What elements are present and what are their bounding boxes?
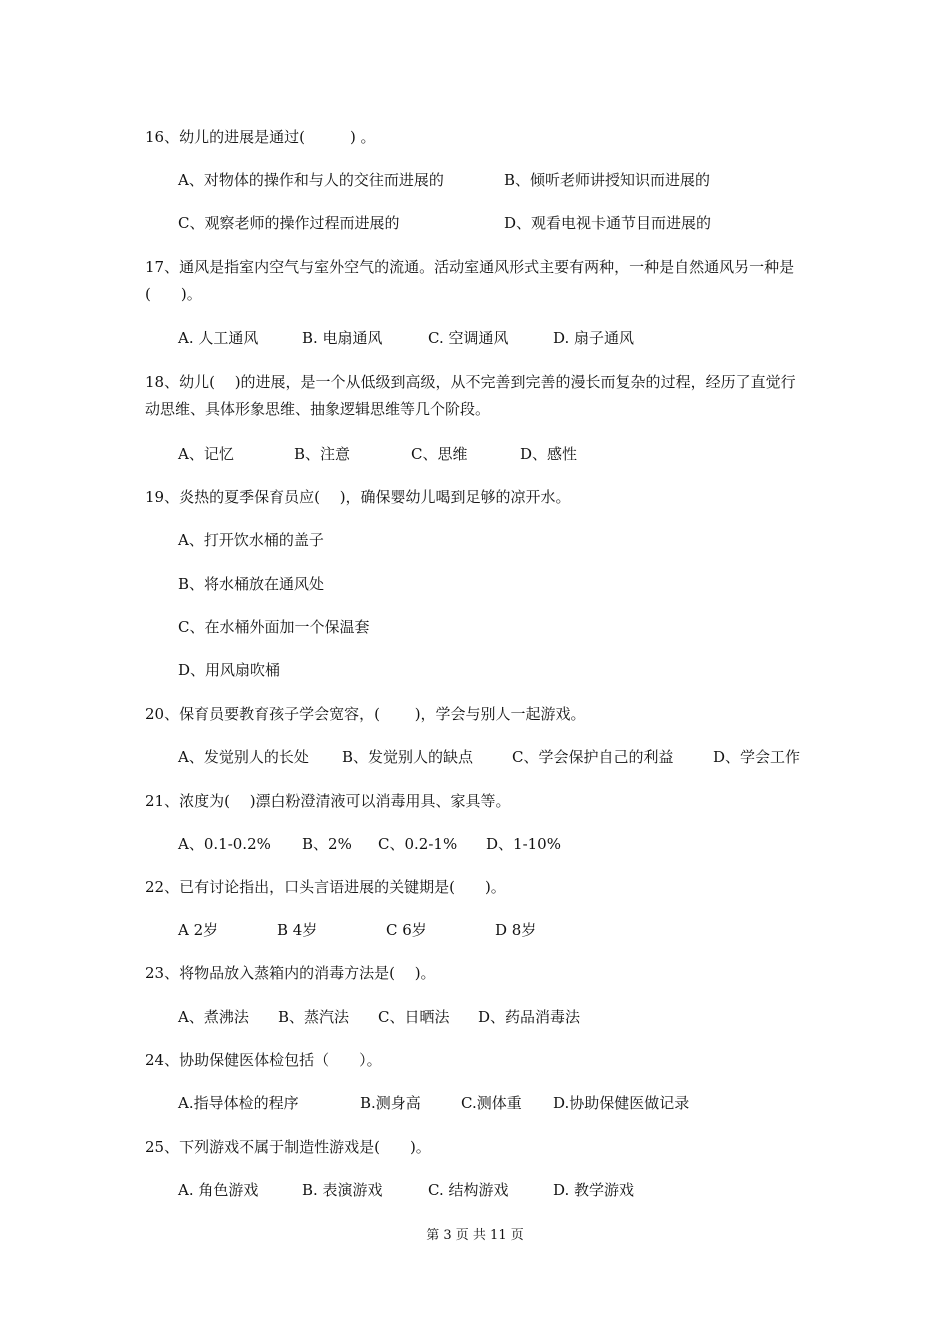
option-17-c: C. 空调通风 [428, 329, 509, 347]
options-16-row-1 [178, 167, 818, 194]
option-19-c: C、在水桶外面加一个保温套 [178, 618, 370, 636]
option-20-c: C、学会保护自己的利益 [512, 748, 674, 766]
options-23-row [178, 1004, 818, 1031]
option-18-a: A、记忆 [178, 445, 234, 463]
option-22-d: D 8岁 [495, 921, 537, 939]
options-22-row [178, 917, 818, 944]
question-20: 20、保育员要教育孩子学会宽容，( )，学会与别人一起游戏。 [145, 705, 586, 723]
question-17: 17、通风是指室内空气与室外空气的流通。活动室通风形式主要有两种，一种是自然通风另一种是( )。 [145, 258, 795, 303]
option-21-b: B、2% [302, 835, 352, 853]
option-19-d-row [178, 657, 818, 684]
option-16-a: A、对物体的操作和与人的交往而进展的 [178, 171, 444, 189]
option-21-a: A、0.1-0.2% [178, 835, 271, 853]
option-19-b-row [178, 571, 818, 598]
option-17-b: B. 电扇通风 [302, 329, 383, 347]
question-22: 22、已有讨论指出，口头言语进展的关键期是( )。 [145, 878, 506, 896]
option-23-d: D、药品消毒法 [478, 1008, 581, 1026]
option-24-a: A.指导体检的程序 [178, 1094, 299, 1112]
option-25-a: A. 角色游戏 [178, 1181, 259, 1199]
option-22-b: B 4岁 [277, 921, 318, 939]
option-20-b: B、发觉别人的缺点 [342, 748, 474, 766]
option-25-c: C. 结构游戏 [428, 1181, 509, 1199]
question-21: 21、浓度为( )漂白粉澄清液可以消毒用具、家具等。 [145, 792, 511, 810]
question-16: 16、幼儿的进展是通过( ) 。 [145, 128, 376, 146]
option-16-c: C、观察老师的操作过程而进展的 [178, 214, 400, 232]
page-footer: 第 3 页 共 11 页 [426, 1228, 524, 1243]
options-24-row [178, 1090, 818, 1117]
option-18-b: B、注意 [294, 445, 351, 463]
options-21-row [178, 831, 818, 858]
option-17-d: D. 扇子通风 [553, 329, 635, 347]
options-20-row [178, 744, 818, 771]
option-25-b: B. 表演游戏 [302, 1181, 383, 1199]
option-19-a: A、打开饮水桶的盖子 [178, 531, 324, 549]
option-21-d: D、1-10% [486, 835, 561, 853]
options-17-row [178, 325, 818, 352]
question-18: 18、幼儿( )的进展，是一个从低级到高级，从不完善到完善的漫长而复杂的过程，经历了直觉行动思维、具体形象思维、抽象逻辑思维等几个阶段。 [145, 373, 796, 418]
option-24-d: D.协助保健医做记录 [553, 1094, 690, 1112]
question-19: 19、炎热的夏季保育员应( )，确保婴幼儿喝到足够的凉开水。 [145, 488, 571, 506]
option-22-a: A 2岁 [178, 921, 219, 939]
option-19-c-row [178, 614, 818, 641]
option-22-c: C 6岁 [386, 921, 427, 939]
option-20-a: A、发觉别人的长处 [178, 748, 309, 766]
option-19-b: B、将水桶放在通风处 [178, 575, 325, 593]
option-20-d: D、学会工作 [713, 748, 801, 766]
option-25-d: D. 教学游戏 [553, 1181, 635, 1199]
question-25: 25、下列游戏不属于制造性游戏是( )。 [145, 1138, 431, 1156]
option-24-b: B.测身高 [360, 1094, 421, 1112]
option-23-c: C、日晒法 [378, 1008, 450, 1026]
option-16-b: B、倾听老师讲授知识而进展的 [504, 171, 711, 189]
option-24-c: C.测体重 [461, 1094, 522, 1112]
options-18-row [178, 441, 818, 468]
option-16-d: D、观看电视卡通节目而进展的 [504, 214, 712, 232]
option-23-b: B、蒸汽法 [278, 1008, 350, 1026]
question-24: 24、协助保健医体检包括（ ）。 [145, 1051, 382, 1069]
question-23: 23、将物品放入蒸箱内的消毒方法是( )。 [145, 964, 436, 982]
option-23-a: A、煮沸法 [178, 1008, 249, 1026]
option-19-a-row [178, 527, 818, 554]
option-17-a: A. 人工通风 [178, 329, 259, 347]
option-18-d: D、感性 [520, 445, 578, 463]
options-16-row-2 [178, 210, 818, 237]
option-18-c: C、思维 [411, 445, 468, 463]
options-25-row [178, 1177, 818, 1204]
option-21-c: C、0.2-1% [378, 835, 458, 853]
option-19-d: D、用风扇吹桶 [178, 661, 281, 679]
